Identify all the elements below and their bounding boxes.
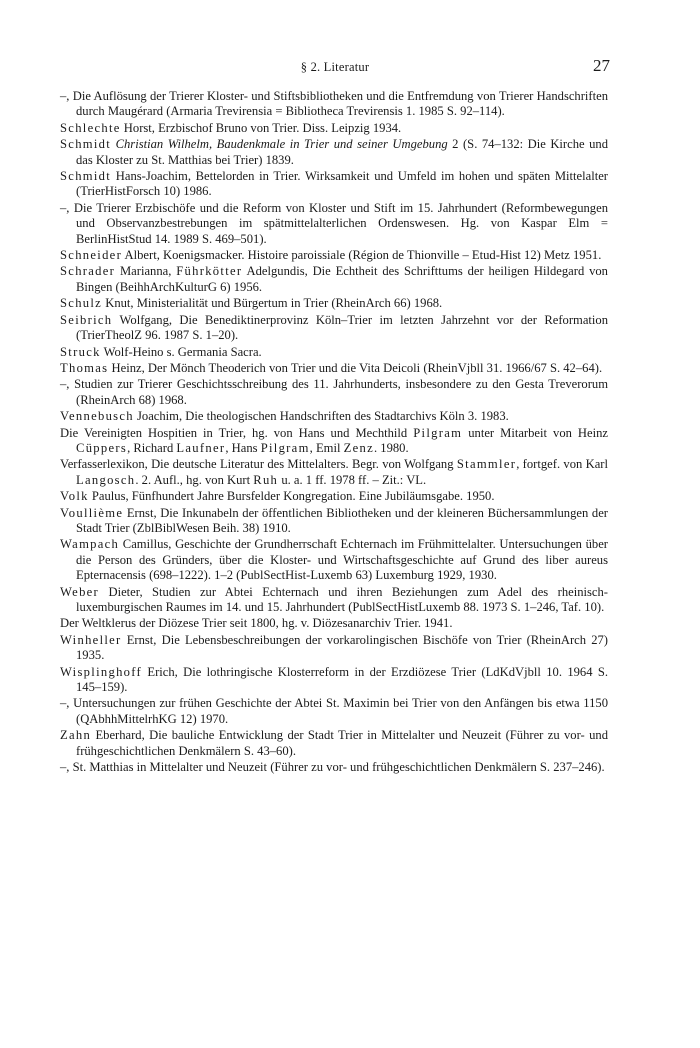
entry-author: Seibrich: [60, 312, 113, 327]
bibliography-list: [60, 89, 608, 776]
bibliography-entry: [60, 506, 608, 537]
entry-author: Führkötter: [176, 264, 243, 279]
bibliography-entry: [60, 201, 608, 247]
bibliography-entry: [60, 264, 608, 295]
entry-text: , Richard: [127, 440, 177, 455]
entry-author: Schrader: [60, 264, 116, 279]
entry-author: Ruh: [253, 472, 279, 487]
entry-text: Ernst, Die Inkunabeln der öffentlichen Bibliotheken und der kleineren Büchersammlungen der Stadt Trier (ZblBiblWesen Beih. 38) 1910.: [76, 505, 608, 535]
bibliography-entry: [60, 248, 608, 263]
entry-title: Christian Wilhelm, Baudenkmale in Trier und seiner Umgebung: [111, 137, 448, 152]
entry-text: 2 (S. 74–132: Die Kirche und das Kloster zu St. Matthias bei Trier) 1839.: [76, 137, 609, 167]
entry-text: –, Die Auflösung der Trierer Kloster- und Stiftsbibliotheken und die Entfremdung von Trierer Handschriften durch Maugérard (Armaria Trevirensia = Bibliotheca Trevirensis 1. 1985 S. 92–114).: [60, 89, 608, 119]
entry-text: Albert, Koenigsmacker. Histoire paroissiale (Région de Thionville – Etud-Hist 12) Metz 1951.: [122, 248, 602, 263]
entry-text: Der Weltklerus der Diözese Trier seit 1800, hg. v. Diözesanarchiv Trier. 1941.: [60, 616, 453, 631]
entry-text: , Emil: [309, 440, 344, 455]
entry-author: Stammler: [456, 457, 517, 472]
entry-text: Heinz, Der Mönch Theoderich von Trier und die Vita Deicoli (RheinVjbll 31. 1966/67 S. 42–64).: [108, 360, 603, 375]
entry-text: Camillus, Geschichte der Grundherrschaft Echternach im Frühmittelalter. Untersuchungen über die Person des Gründers, über die Kloster- und Wirtschaftsgeschichte auf Grund des liber aureus Epternacensis (698–1222). 1–2 (PublSectHist-Luxemb 63) Luxemburg 1929, 1930.: [76, 537, 608, 583]
bibliography-entry: [60, 409, 608, 424]
entry-author: Volk: [60, 489, 89, 504]
entry-text: u. a. 1 ff. 1978 ff. – Zit.: VL.: [278, 472, 427, 487]
entry-text: Verfasserlexikon, Die deutsche Literatur des Mittelalters. Begr. von Wolfgang: [60, 457, 457, 472]
entry-text: Erich, Die lothringische Klosterreform in der Erzdiözese Trier (LdKdVjbll 10. 1964 S. 145–159).: [76, 664, 608, 695]
bibliography-entry: [60, 296, 608, 311]
bibliography-entry: [60, 377, 608, 408]
bibliography-entry: [60, 760, 608, 775]
entry-text: Horst, Erzbischof Bruno von Trier. Diss. Leipzig 1934.: [120, 120, 402, 135]
entry-author: Winheller: [60, 632, 122, 647]
entry-author: Pilgram: [413, 425, 463, 440]
entry-author: Zenz: [343, 440, 374, 455]
bibliography-entry: [60, 137, 608, 168]
entry-text: Ernst, Die Lebensbeschreibungen der vorkarolingischen Bischöfe von Trier (RheinArch 27) 1935.: [76, 632, 608, 663]
entry-author: Schulz: [60, 296, 103, 311]
entry-author: Schlechte: [60, 120, 121, 135]
entry-text: . 1980.: [373, 440, 409, 455]
entry-text: Wolfgang, Die Benediktinerprovinz Köln–Trier im letzten Jahrzehnt vor der Reformation (TrierTheolZ 96. 1987 S. 1–20).: [76, 312, 608, 343]
entry-text: –, St. Matthias in Mittelalter und Neuzeit (Führer zu vor- und frühgeschichtlichen Denkmälern S. 237–246).: [60, 760, 605, 775]
bibliography-entry: [60, 89, 608, 120]
bibliography-entry: [60, 121, 608, 136]
entry-author: Schmidt: [60, 137, 112, 152]
bibliography-entry: [60, 696, 608, 727]
bibliography-entry: [60, 457, 608, 488]
bibliography-entry: [60, 537, 608, 583]
entry-text: Die Vereinigten Hospitien in Trier, hg. von Hans und Mechthild: [60, 425, 414, 440]
entry-text: –, Die Trierer Erzbischöfe und die Reform von Kloster und Stift im 15. Jahrhundert (Reformbewegungen und Observanzbestrebungen im spätmittelalterlichen Ordenswesen. Hg. von Kaspar Elm = BerlinHistStud 14. 1989 S. 469–501).: [60, 200, 608, 246]
entry-text: –, Studien zur Trierer Geschichtsschreibung des 11. Jahrhunderts, insbesondere zu den Gesta Treverorum (RheinArch 68) 1968.: [60, 377, 608, 407]
entry-text: . 2. Aufl., hg. von Kurt: [135, 472, 254, 487]
entry-author: Cüppers: [76, 440, 128, 455]
entry-author: Weber: [60, 584, 100, 599]
entry-text: , Hans: [225, 440, 261, 455]
bibliography-entry: [60, 489, 608, 504]
entry-author: Laufner: [176, 440, 226, 455]
bibliography-entry: [60, 633, 608, 664]
bibliography-entry: [60, 665, 608, 696]
entry-text: Dieter, Studien zur Abtei Echternach und ihren Beziehungen zum Adel des rheinisch-luxemburgischen Raumes im 14. und 15. Jahrhundert (PublSectHistLuxemb 88. 1973 S. 1–246, Taf. 10).: [76, 584, 608, 614]
page-number: 27: [593, 56, 610, 75]
page-header: [60, 56, 610, 80]
entry-text: , fortgef. von Karl: [516, 457, 608, 472]
entry-author: Vennebusch: [60, 409, 134, 424]
entry-text: Hans-Joachim, Bettelorden in Trier. Wirksamkeit und Umfeld im hohen und späten Mittelalter (TrierHistForsch 10) 1986.: [76, 169, 608, 199]
entry-text: unter Mitarbeit von Heinz: [462, 425, 608, 440]
bibliography-entry: [60, 616, 608, 631]
entry-author: Schneider: [60, 248, 123, 263]
entry-text: Joachim, Die theologischen Handschriften des Stadtarchivs Köln 3. 1983.: [133, 409, 509, 424]
entry-author: Schmidt: [60, 169, 112, 184]
entry-author: Voullième: [60, 505, 124, 520]
entry-text: Wolf-Heino s. Germania Sacra.: [100, 344, 262, 359]
bibliography-entry: [60, 426, 608, 457]
entry-author: Wampach: [60, 537, 120, 552]
running-head: § 2. Literatur: [300, 60, 370, 74]
entry-text: Adelgundis, Die Echtheit des Schrifttums der heiligen Hildegard von Bingen (BeihhArchKulturG 6) 1956.: [76, 264, 608, 294]
entry-author: Langosch: [76, 472, 136, 487]
bibliography-entry: [60, 585, 608, 616]
bibliography-entry: [60, 728, 608, 759]
entry-author: Zahn: [60, 728, 92, 743]
entry-text: –, Untersuchungen zur frühen Geschichte der Abtei St. Maximin bei Trier von den Anfängen bis etwa 1150 (QAbhhMittelrhKG 12) 1970.: [60, 696, 608, 726]
bibliography-entry: [60, 313, 608, 344]
entry-text: Eberhard, Die bauliche Entwicklung der Stadt Trier in Mittelalter und Neuzeit (Führer zu vor- und frühgeschichtlichen Denkmälern S. 43–60).: [76, 728, 608, 758]
bibliography-entry: [60, 345, 608, 360]
bibliography-entry: [60, 169, 608, 200]
entry-author: Pilgram: [260, 440, 310, 455]
entry-author: Struck: [60, 344, 101, 359]
entry-author: Thomas: [60, 360, 109, 375]
bibliography-entry: [60, 361, 608, 376]
entry-text: Knut, Ministerialität und Bürgertum in Trier (RheinArch 66) 1968.: [102, 296, 443, 311]
entry-text: Paulus, Fünfhundert Jahre Bursfelder Kongregation. Eine Jubiläumsgabe. 1950.: [88, 489, 495, 504]
entry-author: Wisplinghoff: [60, 664, 143, 679]
entry-text: Marianna,: [115, 264, 177, 279]
